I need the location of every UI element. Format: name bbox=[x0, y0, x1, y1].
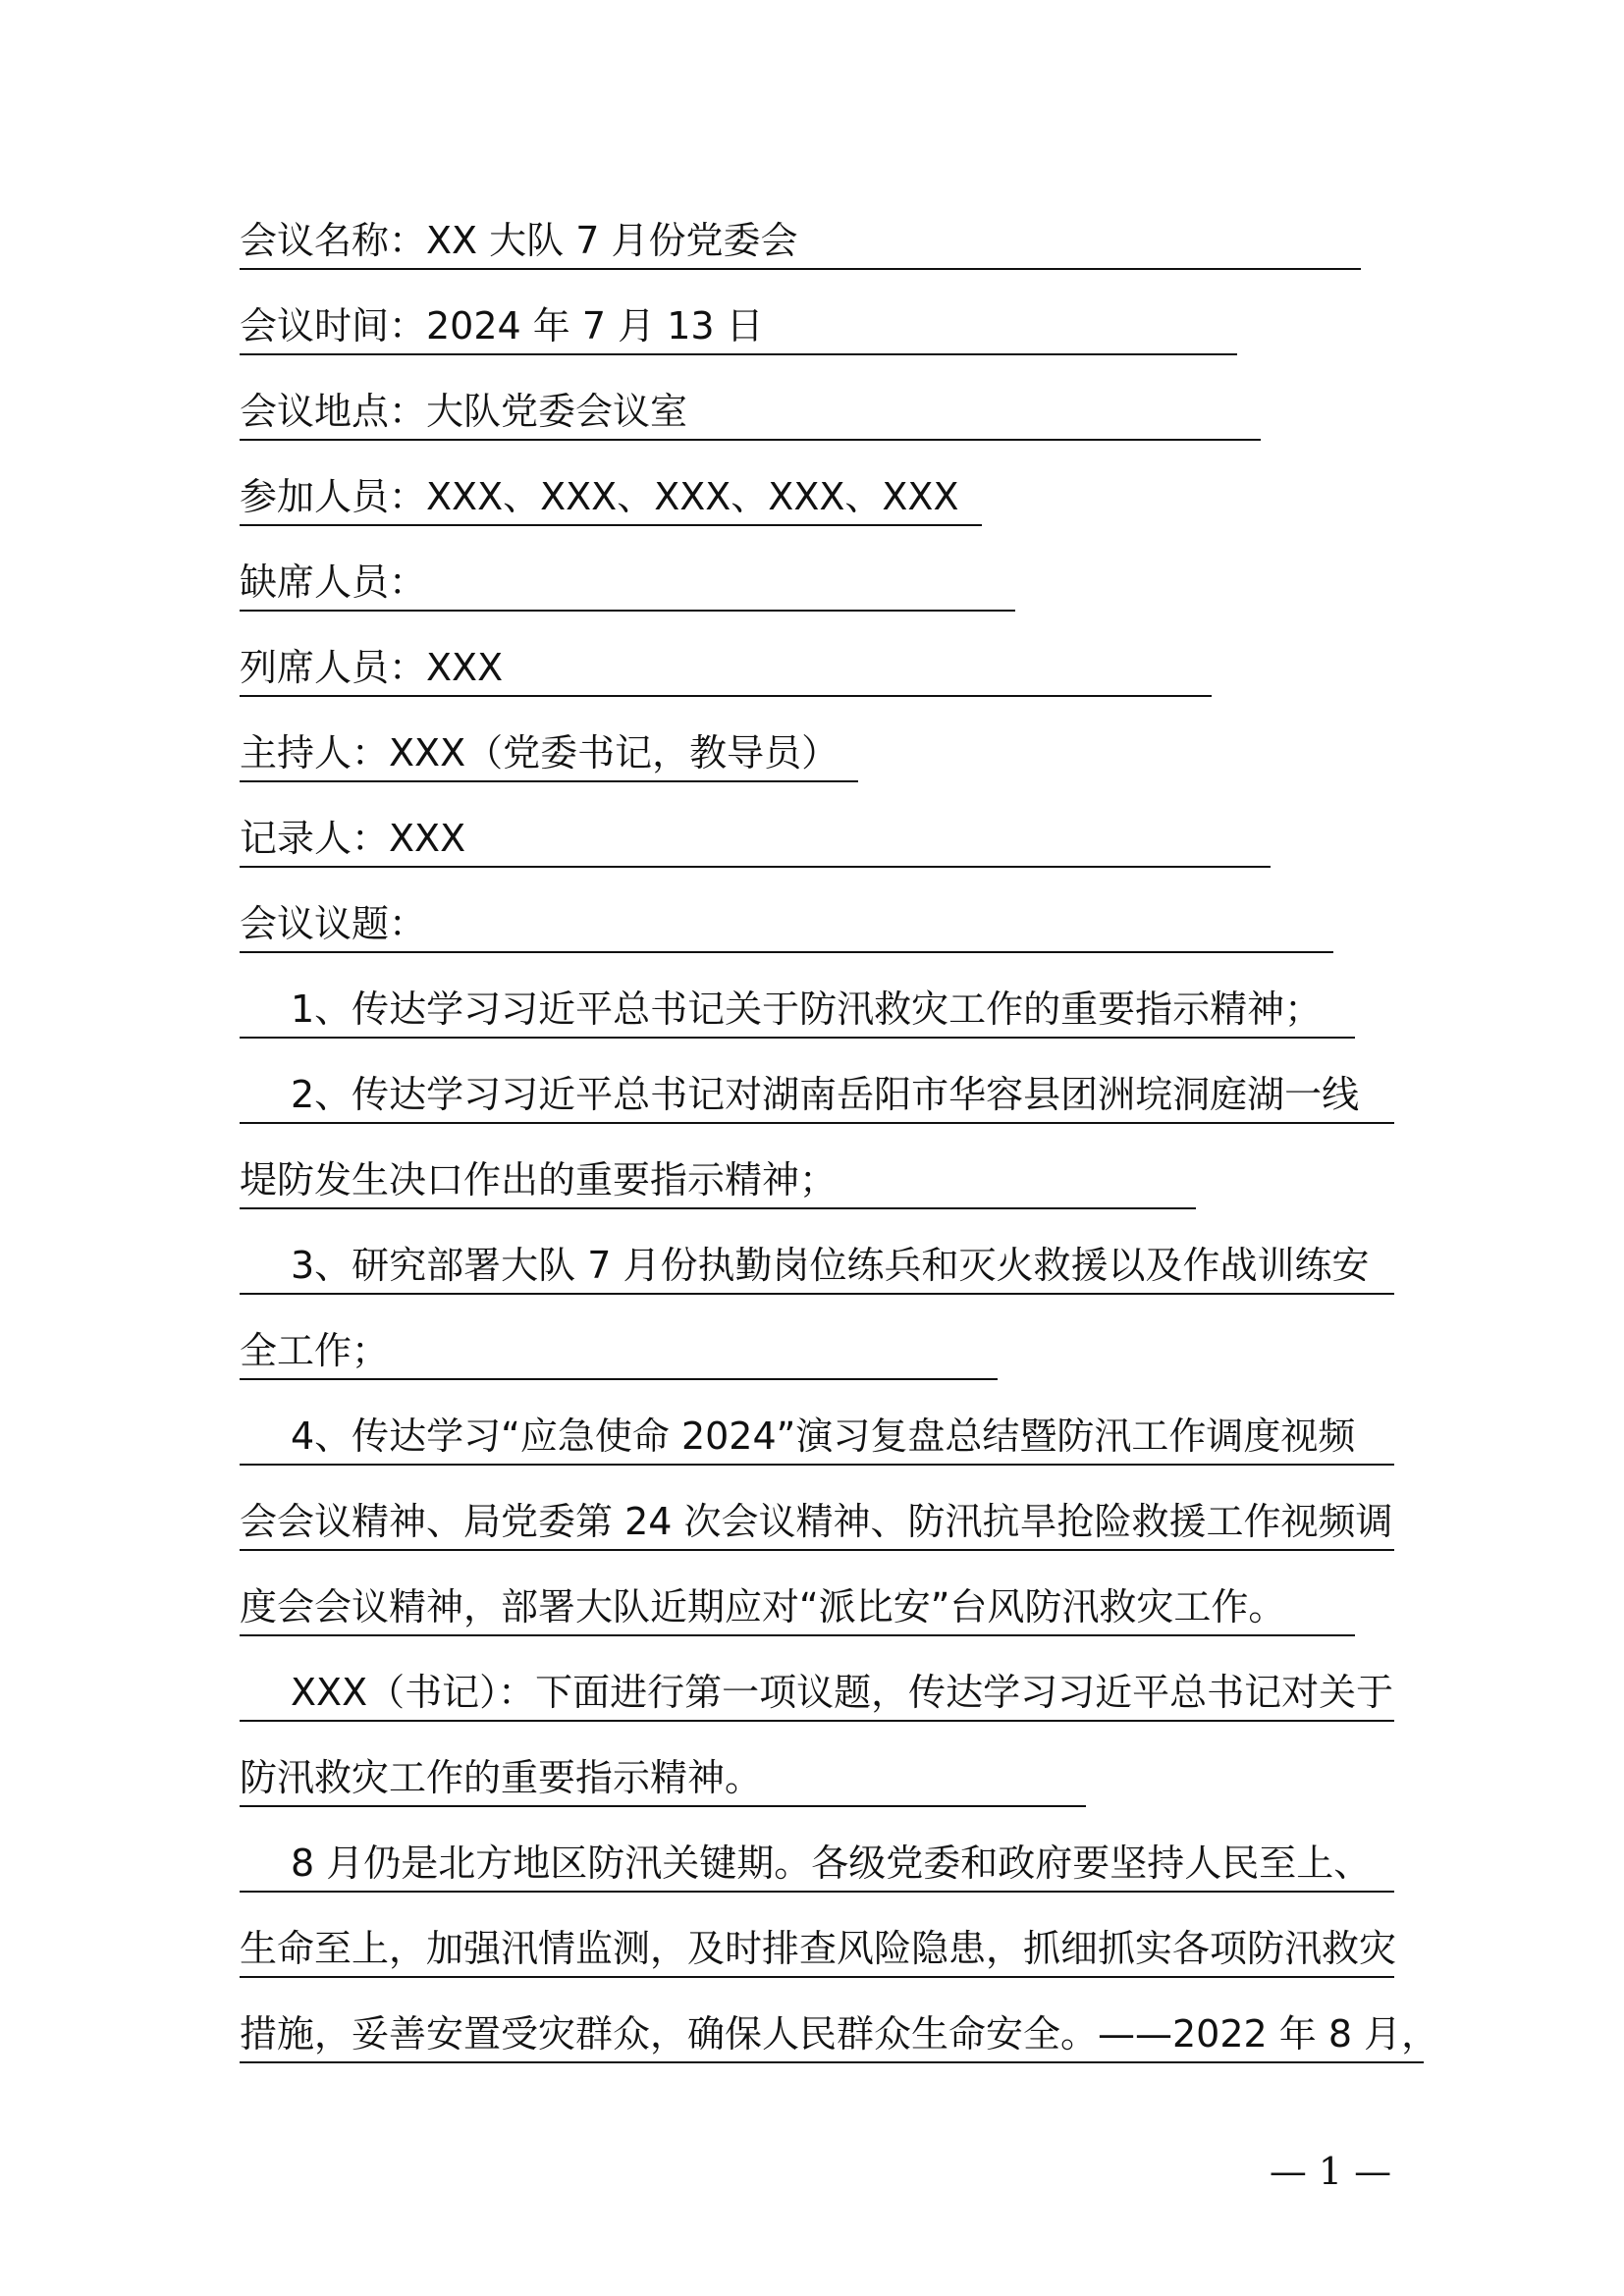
agenda-item-3-line-2: 全工作； bbox=[240, 1321, 998, 1380]
meeting-place-line: 会议地点：大队党委会议室 bbox=[240, 382, 1261, 441]
agenda-title-line: 会议议题： bbox=[240, 894, 1333, 953]
agenda-item-4-line-3: 度会会议精神，部署大队近期应对“派比安”台风防汛救灾工作。 bbox=[240, 1577, 1355, 1636]
meeting-name-line: 会议名称：XX 大队 7 月份党委会 bbox=[240, 211, 1361, 270]
quote-line-3: 措施，妥善安置受灾群众，确保人民群众生命安全。——2022 年 8 月， bbox=[240, 2004, 1424, 2063]
agenda-item-2-line-1: 2、传达学习习近平总书记对湖南岳阳市华容县团洲垸洞庭湖一线 bbox=[240, 1065, 1394, 1124]
agenda-item-3-line-1: 3、研究部署大队 7 月份执勤岗位练兵和灭火救援以及作战训练安 bbox=[240, 1236, 1394, 1295]
agenda-item-4-line-2: 会会议精神、局党委第 24 次会议精神、防汛抗旱抢险救援工作视频调 bbox=[240, 1492, 1394, 1551]
meeting-time-line: 会议时间：2024 年 7 月 13 日 bbox=[240, 296, 1237, 355]
speech-line-1: XXX（书记）：下面进行第一项议题，传达学习习近平总书记对关于 bbox=[240, 1663, 1394, 1722]
agenda-item-2-line-2: 堤防发生决口作出的重要指示精神； bbox=[240, 1150, 1196, 1209]
page-number: — 1 — bbox=[1269, 2150, 1392, 2193]
speech-line-2: 防汛救灾工作的重要指示精神。 bbox=[240, 1748, 1086, 1807]
agenda-item-4-line-1: 4、传达学习“应急使命 2024”演习复盘总结暨防汛工作调度视频 bbox=[240, 1407, 1394, 1466]
quote-line-1: 8 月仍是北方地区防汛关键期。各级党委和政府要坚持人民至上、 bbox=[240, 1834, 1394, 1893]
recorder-line: 记录人：XXX bbox=[240, 809, 1271, 868]
quote-line-2: 生命至上，加强汛情监测，及时排查风险隐患，抓细抓实各项防汛救灾 bbox=[240, 1919, 1394, 1978]
attendees-line: 参加人员：XXX、XXX、XXX、XXX、XXX bbox=[240, 467, 982, 526]
host-line: 主持人：XXX（党委书记，教导员） bbox=[240, 723, 858, 782]
observers-line: 列席人员：XXX bbox=[240, 638, 1212, 697]
agenda-item-1: 1、传达学习习近平总书记关于防汛救灾工作的重要指示精神； bbox=[240, 980, 1355, 1039]
absentees-line: 缺席人员： bbox=[240, 553, 1015, 612]
